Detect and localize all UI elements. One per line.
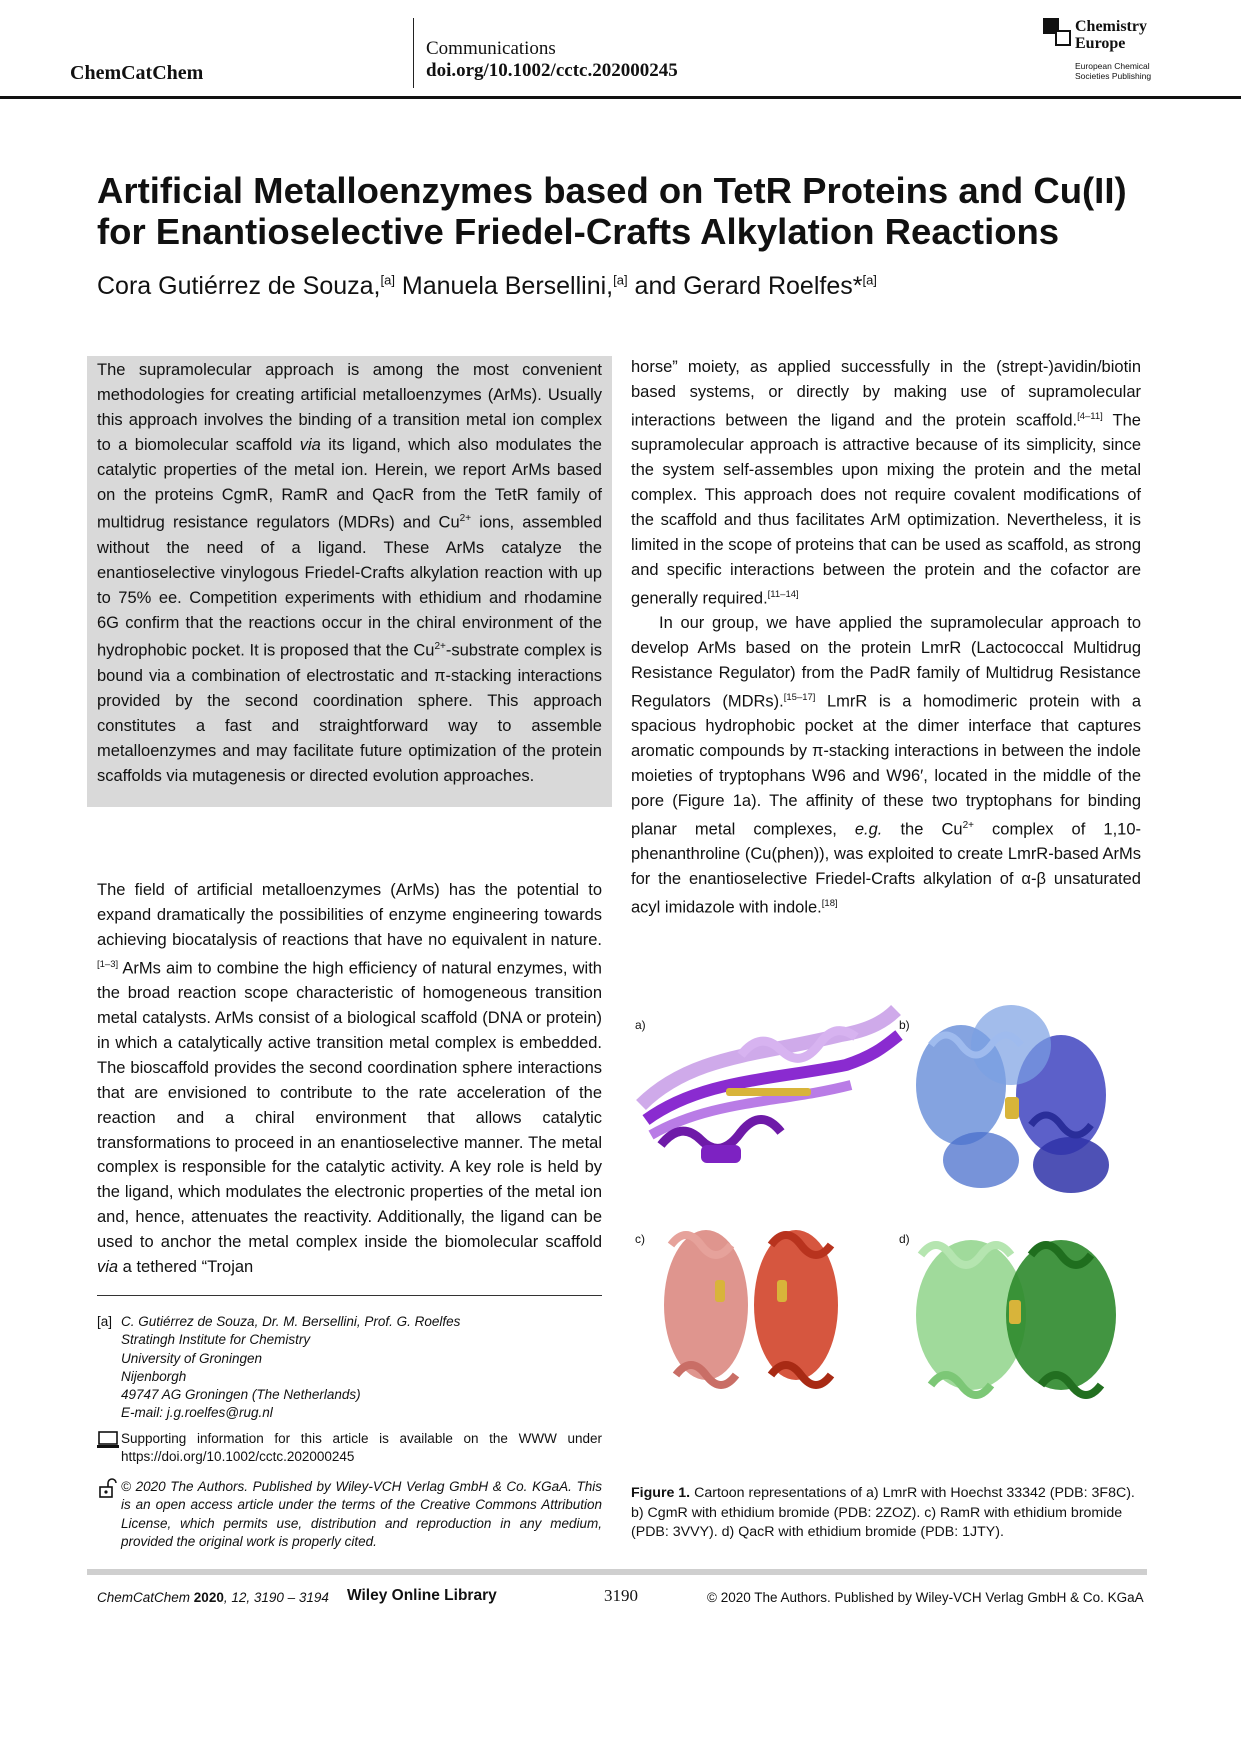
brand-name: Chemistry Europe	[1075, 18, 1147, 52]
header-doi-link[interactable]: doi.org/10.1002/cctc.202000245	[426, 60, 678, 81]
footer-rule	[87, 1569, 1147, 1575]
header-rule	[0, 96, 1241, 99]
footnote-tag: [a]	[97, 1314, 113, 1329]
ramr-structure	[664, 1230, 838, 1385]
email-link[interactable]: E-mail: j.g.roelfes@rug.nl	[121, 1405, 273, 1421]
header-divider	[413, 18, 414, 88]
citation-ref[interactable]: [15–17]	[783, 691, 816, 703]
citation-ref[interactable]: [18]	[821, 898, 838, 910]
author-affiliation: [a]	[380, 272, 395, 288]
right-column	[631, 355, 1141, 920]
panel-label-a: a)	[635, 1018, 646, 1032]
citation-ref[interactable]: [11–14]	[767, 588, 799, 600]
wiley-online-library-link[interactable]: Wiley Online Library	[347, 1587, 497, 1604]
author-name: and Gerard Roelfes*	[634, 272, 863, 300]
affiliation-block: C. Gutiérrez de Souza, Dr. M. Bersellini, Prof. G. Roelfes Stratingh Institute for Chemistry University of Groningen Nijenborgh 49747 AG Groningen (The Netherlands) E-mail: j.g.roelfes@rug.nl	[121, 1313, 460, 1423]
citation-ref[interactable]: [4–11]	[1077, 410, 1103, 422]
header-journal: ChemCatChem	[70, 62, 204, 84]
panel-label-b: b)	[899, 1018, 910, 1032]
author-name: Cora Gutiérrez de Souza,	[97, 272, 381, 300]
author-list	[97, 272, 877, 301]
citation-ref[interactable]: [1–3]	[97, 958, 119, 970]
header-section: Communications	[426, 38, 556, 59]
open-access-icon	[97, 1478, 119, 1498]
footnote-rule	[97, 1295, 602, 1296]
author-affiliation: [a]	[862, 272, 877, 288]
chemistry-europe-logo[interactable]	[1043, 18, 1173, 88]
author-affiliation: [a]	[613, 272, 628, 288]
panel-label-c: c)	[635, 1232, 645, 1246]
body-paragraph: horse” moiety, as applied successfully in the (strept-)avidin/biotin based systems, or directly by making use of supramolecular interactions between the ligand and the protein scaffold.[4–11] The supramolecular approach is attractive because of its simplicity, since the system self-assembles upon mixing the protein and the metal complex. This approach does not require covalent modifications of the scaffold and thus facilitates ArM optimization. Nevertheless, it is limited in the scope of proteins that can be used as scaffold, as strong and specific interactions between the protein and the cofactor are generally required.[11–14]	[631, 358, 1141, 608]
qacr-structure	[916, 1240, 1116, 1395]
figure-caption: Figure 1. Cartoon representations of a) LmrR with Hoechst 33342 (PDB: 3F8C). b) CgmR with ethidium bromide (PDB: 2ZOZ). c) RamR with ethidium bromide (PDB: 3VVY). d) QacR with ethidium bromide (PDB: 1JTY).	[631, 1485, 1135, 1540]
chemistry-europe-icon	[1043, 18, 1071, 46]
intro-paragraph: The field of artificial metalloenzymes (ArMs) has the potential to expand dramatically the possibilities of enzyme engineering towards achieving biocatalysis of reactions that have no equivalent in nature.[1–3] ArMs aim to combine the high efficiency of natural enzymes, with the broad reaction scope characteristic of homogeneous transition metal catalysts. ArMs consist of a biological scaffold (DNA or protein) in which a catalytically active transition metal complex is embedded. The bioscaffold provides the second coordination sphere interactions that are envisioned to contribute to the rate acceleration of the reaction and a chiral environment that allows catalytic transformations to proceed in an enantioselective manner. The metal complex is responsible for the catalytic activity. A key role is held by the ligand, which modulates the electronic properties of the metal ion and, hence, attenuates the reactivity. Additionally, the ligand can be used to anchor the metal complex inside the biomolecular scaffold via a tethered “Trojan	[97, 881, 602, 1277]
footer-citation: ChemCatChem 2020, 12, 3190 – 3194	[97, 1590, 329, 1605]
computer-icon	[97, 1430, 119, 1450]
abstract-box: The supramolecular approach is among the most convenient methodologies for creating artificial metalloenzymes (ArMs). Usually this approach involves the binding of a transition metal ion complex to a biomolecular scaffold via its ligand, which also modulates the catalytic properties of the metal ion. Herein, we report ArMs based on the proteins CgmR, RamR and QacR from the TetR family of multidrug resistance regulators (MDRs) and $Cu^{2+}$ ions, assembled without the need of a ligand. These ArMs catalyze the enantioselective vinylogous Friedel-Crafts alkylation reaction with up to 75% ee. Competition experiments with ethidium and rhodamine 6G confirm that the reactions occur in the chiral environment of the hydrophobic pocket. It is proposed that the $Cu^{2+}$-substrate complex is bound via a combination of electrostatic and π-stacking interactions provided by the second coordination sphere. This approach constitutes a fast and straightforward way to assemble metalloenzymes and may facilitate future optimization of the protein scaffolds via mutagenesis or directed evolution approaches.	[87, 356, 612, 807]
page-number: 3190	[604, 1586, 638, 1605]
footer-copyright: © 2020 The Authors. Published by Wiley-VCH Verlag GmbH & Co. KGaA	[707, 1590, 1144, 1605]
panel-label-d: d)	[899, 1232, 910, 1246]
author-name: Manuela Bersellini,	[401, 272, 614, 300]
article-title: Artificial Metalloenzymes based on TetR Proteins and Cu(II) for Enantioselective Friedel-Crafts Alkylation Reactions	[97, 170, 1127, 252]
supporting-info-link[interactable]: Supporting information for this article is available on the WWW under https://doi.org/10.1002/cctc.202000245	[121, 1431, 602, 1465]
brand-subtitle: European Chemical Societies Publishing	[1075, 61, 1152, 81]
lmrr-structure	[641, 1010, 899, 1163]
figure-1[interactable]	[631, 985, 1141, 1455]
figure-1-image	[631, 985, 1141, 1455]
body-paragraph: In our group, we have applied the supramolecular approach to develop ArMs based on the protein LmrR (Lactococcal Multidrug Resistance Regulator) from the PadR family of Multidrug Resistance Regulators (MDRs).[15–17] LmrR is a homodimeric protein with a spacious hydrophobic pocket at the dimer interface that captures aromatic compounds by π-stacking interactions in between the indole moieties of tryptophans W96 and W96′, located in the middle of the pore (Figure 1a). The affinity of these two tryptophans for binding planar metal complexes, e.g. the $Cu^{2+}$ complex of 1,10-phenanthroline (Cu(phen)), was exploited to create LmrR-based ArMs for the enantioselective Friedel-Crafts alkylation of α-β unsaturated acyl imidazole with indole.[18]	[631, 614, 1141, 917]
cgmr-structure	[916, 1005, 1109, 1193]
